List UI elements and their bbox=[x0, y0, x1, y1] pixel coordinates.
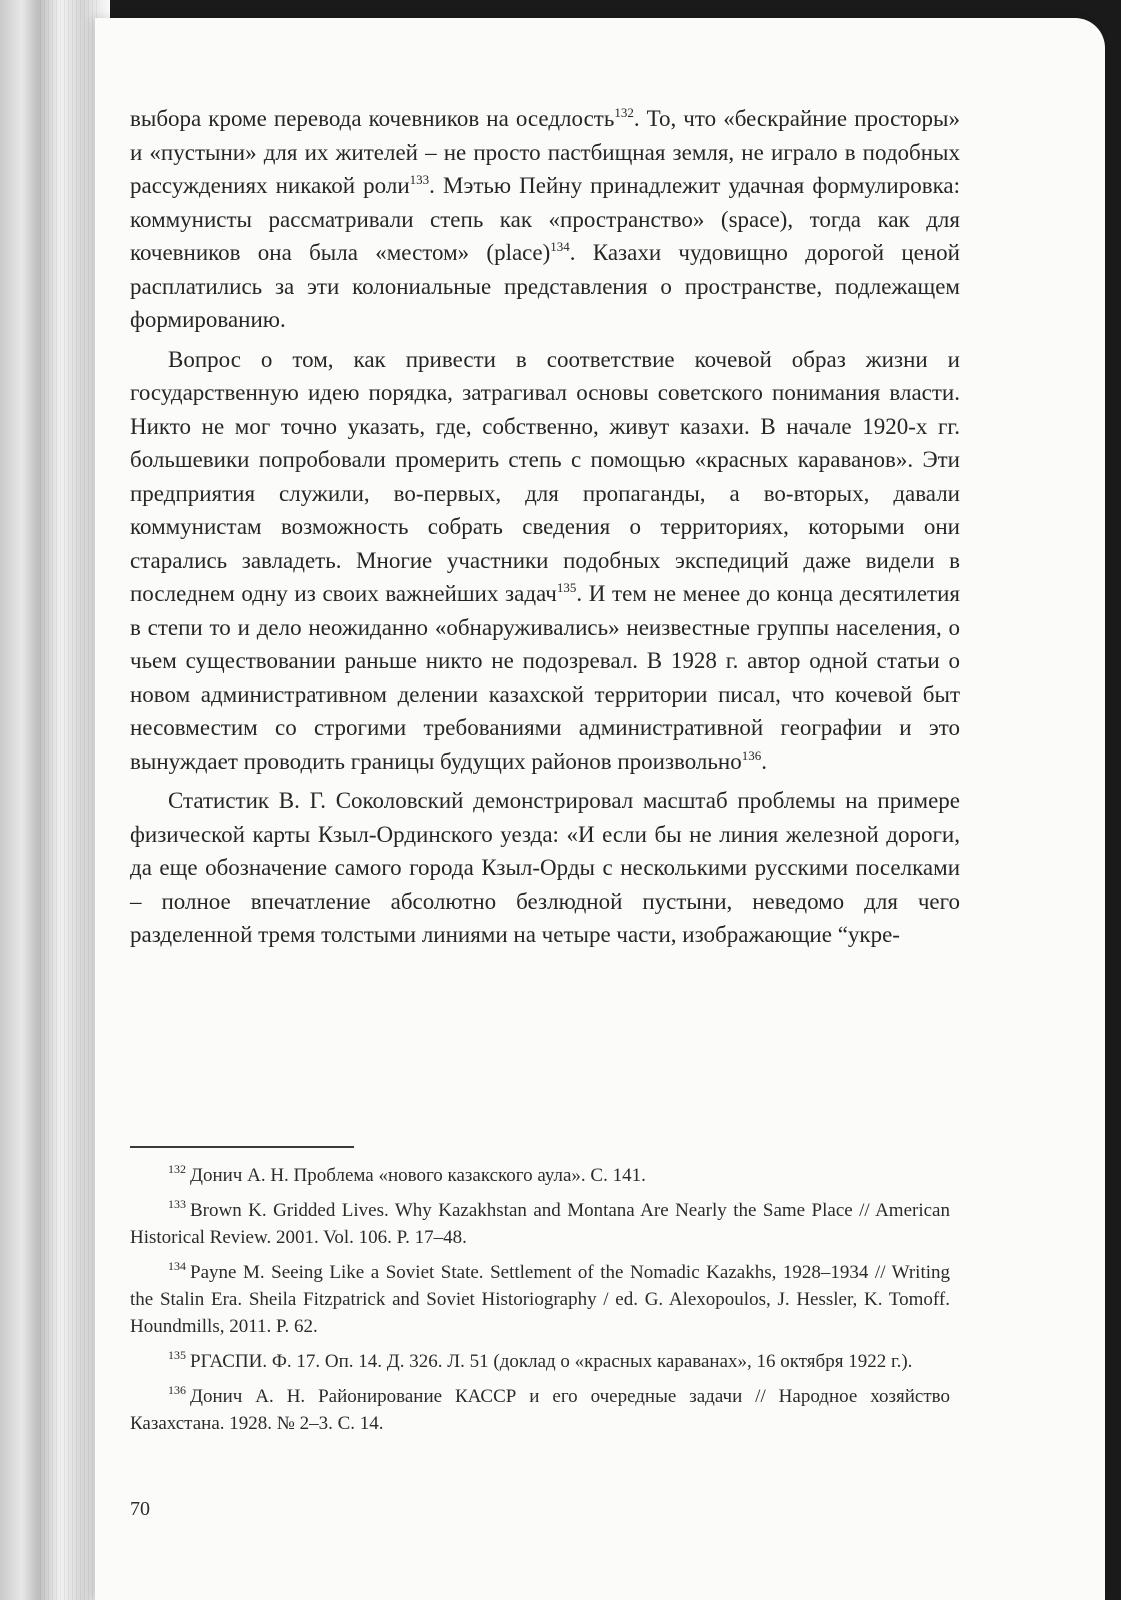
paragraph-text: . bbox=[761, 748, 767, 774]
paragraph-1 bbox=[130, 102, 960, 337]
paragraph-text: . Казахи чудовищно дорогой ценой расплатились за эти колониальные представления о пространстве, подлежащем формированию. bbox=[130, 240, 960, 332]
main-text bbox=[130, 102, 960, 952]
footnote-number: 134 bbox=[168, 1259, 186, 1273]
paragraph-3 bbox=[130, 784, 960, 952]
footnote-133 bbox=[130, 1197, 950, 1251]
footnote-text: Payne M. Seeing Like a Soviet State. Settlement of the Nomadic Kazakhs, 1928–1934 // Writing the Stalin Era. Sheila Fitzpatrick and Soviet Historiography / ed. G. Alexopoulos, J. Hessler, K. Tomoff. Houndmills, 2011. P. 62. bbox=[130, 1262, 950, 1337]
footnote-ref: 134 bbox=[550, 239, 570, 254]
footnote-ref: 133 bbox=[409, 172, 430, 187]
paragraph-text: . Мэтью Пейну принадлежит удачная формулировка: коммунисты рассматривали степь как «пространство» (space), тогда как для кочевников она была «местом» (place) bbox=[130, 173, 960, 265]
footnote-number: 133 bbox=[168, 1197, 186, 1211]
footnote-ref: 132 bbox=[614, 105, 634, 120]
footnote-number: 136 bbox=[168, 1383, 186, 1397]
footnote-text: Донич А. Н. Проблема «нового казакского аула». С. 141. bbox=[190, 1165, 646, 1186]
footnote-text: РГАСПИ. Ф. 17. Оп. 14. Д. 326. Л. 51 (доклад о «красных караванах», 16 октября 1922 г.). bbox=[190, 1351, 913, 1372]
paragraph-text: . То, что «бескрайние просторы» и «пустыни» для их жителей – не просто пастбищная земля, не играло в подобных рассуждениях никакой роли bbox=[130, 106, 960, 198]
footnote-ref: 136 bbox=[741, 747, 762, 763]
footnote-text: Brown K. Gridded Lives. Why Kazakhstan and Montana Are Nearly the Same Place // American Historical Review. 2001. Vol. 106. P. 17–48. bbox=[130, 1200, 950, 1248]
footnote-ref: 135 bbox=[556, 580, 577, 595]
footnote-134 bbox=[130, 1259, 950, 1340]
page-number: 70 bbox=[130, 1498, 150, 1520]
footnote-number: 132 bbox=[168, 1162, 186, 1176]
footnote-separator bbox=[130, 1146, 354, 1148]
book-page-edges bbox=[0, 0, 110, 1600]
footnote-number: 135 bbox=[168, 1348, 186, 1362]
footnote-132 bbox=[130, 1162, 950, 1189]
paragraph-text: выбора кроме перевода кочевников на оседлость bbox=[130, 106, 615, 131]
paragraph-text: . И тем не менее до конца десятилетия в степи то и дело неожиданно «обнаруживались» неизвестные группы населения, о чьем существовании раньше никто не подозревал. В 1928 г. автор одной статьи о новом административном делении казахской территории писал, что кочевой быт несовместим со строгими требованиями административной географии и это вынуждает проводить границы будущих районов произвольно bbox=[130, 581, 960, 774]
paragraph-2 bbox=[130, 343, 960, 779]
footnote-135 bbox=[130, 1348, 950, 1375]
paragraph-text: Статистик В. Г. Соколовский демонстрировал масштаб проблемы на примере физической карты Кзыл-Ординского уезда: «И если бы не линия железной дороги, да еще обозначение самого города Кзыл-Орды с несколькими русскими поселками – полное впечатление абсолютно безлюдной пустыни, неведомо для чего разделенной тремя толстыми линиями на четыре части, изображающие “укре- bbox=[130, 788, 960, 947]
footnote-136 bbox=[130, 1383, 950, 1437]
footnote-text: Донич А. Н. Районирование КАССР и его очередные задачи // Народное хозяйство Казахстана. 1928. № 2–3. С. 14. bbox=[130, 1386, 950, 1434]
footnotes bbox=[130, 1162, 950, 1437]
paragraph-text: Вопрос о том, как привести в соответствие кочевой образ жизни и государственную идею порядка, затрагивал основы советского понимания власти. Никто не мог точно указать, где, собственно, живут казахи. В начале 1920-х гг. большевики попробовали промерить степь с помощью «красных караванов». Эти предприятия служили, во-первых, для пропаганды, а во-вторых, давали коммунистам возможность собрать сведения о территориях, которыми они старались завладеть. Многие участники подобных экспедиций даже видели в последнем одну из своих важнейших задач bbox=[130, 346, 960, 606]
